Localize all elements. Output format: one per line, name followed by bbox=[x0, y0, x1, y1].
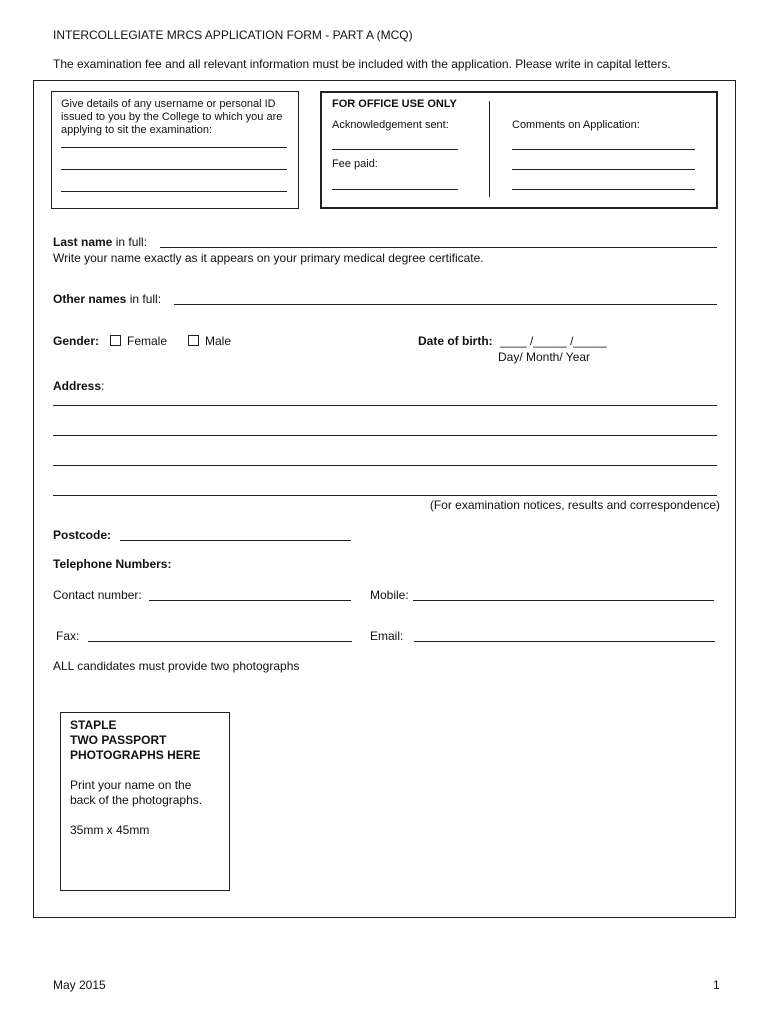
other-names-field[interactable] bbox=[174, 304, 717, 305]
comments-line-2[interactable] bbox=[512, 169, 695, 170]
address-line-3[interactable] bbox=[53, 465, 717, 466]
last-name-note: Write your name exactly as it appears on your primary medical degree certificate. bbox=[53, 251, 484, 265]
office-divider bbox=[489, 101, 490, 197]
fax-label: Fax: bbox=[56, 629, 80, 643]
comments-line-1[interactable] bbox=[512, 149, 695, 150]
college-id-instructions: Give details of any username or personal ID issued to you by the College to which you are applying to sit the examination: bbox=[61, 98, 283, 136]
photo-staple-box[interactable] bbox=[60, 712, 230, 891]
male-checkbox[interactable] bbox=[188, 335, 199, 346]
footer-date: May 2015 bbox=[53, 978, 106, 992]
acknowledgement-label: Acknowledgement sent: bbox=[332, 119, 449, 131]
gender-female-option[interactable]: Female bbox=[110, 334, 167, 348]
form-title: INTERCOLLEGIATE MRCS APPLICATION FORM - PART A (MCQ) bbox=[53, 28, 413, 42]
office-use-box bbox=[320, 91, 718, 209]
college-id-line-2[interactable] bbox=[61, 169, 287, 170]
photo-size: 35mm x 45mm bbox=[70, 823, 150, 837]
comments-label: Comments on Application: bbox=[512, 119, 640, 131]
photo-box-line-1: STAPLE bbox=[70, 718, 117, 732]
email-label: Email: bbox=[370, 629, 404, 643]
female-checkbox[interactable] bbox=[110, 335, 121, 346]
acknowledgement-line[interactable] bbox=[332, 149, 458, 150]
address-note: (For examination notices, results and correspondence) bbox=[429, 498, 720, 512]
fax-field[interactable] bbox=[88, 641, 352, 642]
photo-requirement: ALL candidates must provide two photographs bbox=[53, 659, 300, 673]
postcode-label: Postcode: bbox=[53, 528, 112, 542]
fee-paid-line[interactable] bbox=[332, 189, 458, 190]
address-line-1[interactable] bbox=[53, 405, 717, 406]
address-line-4[interactable] bbox=[53, 495, 717, 496]
college-id-box bbox=[51, 91, 299, 209]
photo-box-instruction: Print your name on the back of the photographs. bbox=[70, 778, 203, 807]
gender-label: Gender: bbox=[53, 334, 100, 348]
postcode-field[interactable] bbox=[120, 540, 351, 541]
other-names-label: Other names in full: bbox=[53, 292, 162, 306]
page-number: 1 bbox=[713, 978, 720, 992]
last-name-label: Last name in full: bbox=[53, 235, 148, 249]
college-id-line-1[interactable] bbox=[61, 147, 287, 148]
telephone-title: Telephone Numbers: bbox=[53, 557, 172, 571]
dob-label: Date of birth: bbox=[418, 334, 493, 348]
gender-male-option[interactable]: Male bbox=[188, 334, 231, 348]
photo-box-line-2: TWO PASSPORT bbox=[70, 733, 167, 747]
contact-number-label: Contact number: bbox=[53, 588, 142, 602]
contact-number-field[interactable] bbox=[149, 600, 351, 601]
address-line-2[interactable] bbox=[53, 435, 717, 436]
fee-paid-label: Fee paid: bbox=[332, 158, 378, 170]
address-label: Address: bbox=[53, 379, 105, 393]
office-use-title: FOR OFFICE USE ONLY bbox=[332, 98, 457, 110]
email-field[interactable] bbox=[414, 641, 715, 642]
college-id-line-3[interactable] bbox=[61, 191, 287, 192]
dob-format-hint: Day/ Month/ Year bbox=[498, 350, 591, 364]
mobile-label: Mobile: bbox=[370, 588, 409, 602]
last-name-field[interactable] bbox=[160, 247, 717, 248]
dob-field[interactable]: ____ /_____ /_____ bbox=[500, 334, 607, 348]
mobile-field[interactable] bbox=[413, 600, 714, 601]
form-instructions: The examination fee and all relevant information must be included with the application. Please write in capital letters. bbox=[53, 57, 671, 71]
photo-box-line-3: PHOTOGRAPHS HERE bbox=[70, 748, 201, 762]
comments-line-3[interactable] bbox=[512, 189, 695, 190]
